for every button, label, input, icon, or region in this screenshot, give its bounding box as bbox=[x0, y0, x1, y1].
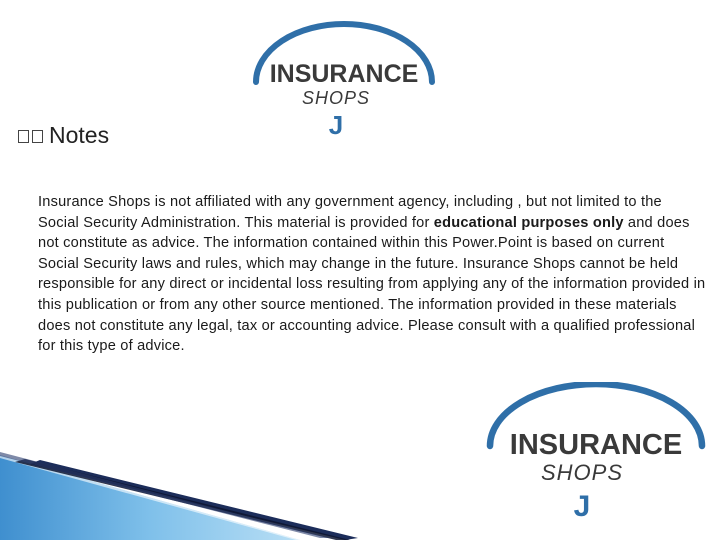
logo-shops-text: SHOPS bbox=[301, 88, 371, 108]
logo-shops-text: SHOPS bbox=[540, 460, 624, 485]
logo-insurance-text: INSURANCE bbox=[509, 429, 683, 461]
disclaimer-text-part-1: Insurance Shops is not affiliated with any government agency, including , but not limited to the Social Security Administration. This material is provided for bbox=[38, 194, 662, 231]
logo-j-letter: J bbox=[573, 490, 591, 523]
disclaimer-bold-text: educational purposes only bbox=[433, 214, 624, 231]
disclaimer-text-part-2: and does not constitute as advice. The information contained within this Power.Point is based on current Social Security laws and rules, which may change in the future. Insurance Shops cannot be held responsible for any direct or incidental loss resulting from applying any of the information provided in this publication or from any other source mentioned. The information provided in these materials does not constitute any legal, tax or accounting advice. Please consult with a qualified professional for this type of advice. bbox=[38, 214, 706, 355]
logo-j-letter: J bbox=[328, 110, 344, 140]
notes-heading-text: Notes bbox=[49, 122, 110, 148]
insurance-shops-logo-top bbox=[246, 20, 442, 142]
logo-insurance-text: INSURANCE bbox=[269, 60, 419, 88]
disclaimer-paragraph bbox=[38, 192, 706, 357]
bullet-box-icon bbox=[18, 130, 29, 143]
insurance-shops-logo-bottom bbox=[478, 382, 714, 524]
notes-heading bbox=[18, 122, 109, 149]
decorative-slide-bar bbox=[0, 450, 360, 545]
bullet-box-icon bbox=[32, 130, 43, 143]
